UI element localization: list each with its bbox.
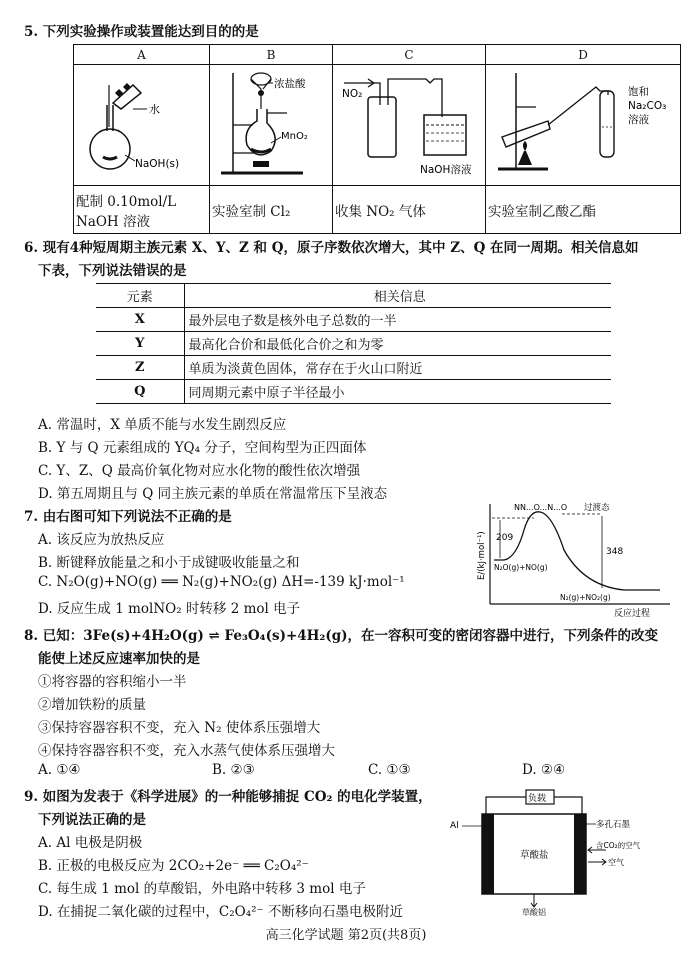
q8-choice-d: D. ②④ [522,762,566,778]
q9-option-d: D. 在捕捉二氧化碳的过程中，C₂O₄²⁻ 不断移向石墨电极附近 [38,904,403,920]
label-na2co3: Na₂CO₃ [628,100,667,112]
energy-drop-label: 348 [606,547,624,557]
electrolyte-label: 草酸盐 [520,850,549,861]
product-label: N₂(g)+NO₂(g) [560,593,611,602]
label-water: 水 [148,103,160,116]
q6-option-a: A. 常温时，X 单质不能与水发生剧烈反应 [38,417,287,433]
q8-stem-line1: 8. 已知：3Fe(s)+4H₂O(g) ⇌ Fe₃O₄(s)+4H₂(g)，在一容积可变的密闭容器中进行，下列条件的改变 [24,628,659,644]
q8-choice-c: C. ①③ [368,762,411,778]
page-footer: 高三化学试题 第2页(共8页) [265,928,427,943]
label-naoh-solution: NaOH溶液 [419,164,471,176]
q9-option-c: C. 每生成 1 mol 的草酸铝，外电路中转移 3 mol 电子 [38,881,366,897]
q6-stem-line2: 下表，下列说法错误的是 [38,263,187,279]
table-row: Y 最高化合价和最低化合价之和为零 [96,332,611,356]
label-mno2: MnO₂ [280,131,308,142]
table-row: Q 同周期元素中原子半径最小 [96,380,611,404]
x-axis-label: 反应过程 [614,609,651,619]
table-row: X 最外层电子数是核外电子总数的一半 [96,308,611,332]
table-row: Z 单质为淡黄色固体，常存在于火山口附近 [96,356,611,380]
q9-stem-line2: 下列说法正确的是 [38,812,146,828]
q8-item-1: ①将容器的容积缩小一半 [38,674,187,690]
col-c-header: C [333,45,486,65]
q9-option-b: B. 正极的电极反应为 2CO₂+2e⁻ ══ C₂O₄²⁻ [38,858,309,874]
q5-apparatus-table [73,44,681,234]
reactant-label: N₂O(g)+NO(g) [494,563,548,572]
apparatus-a-cell [74,65,210,186]
table-header-info: 相关信息 [184,284,611,308]
co2-air-label: 含CO₂的空气 [596,841,641,850]
q7-option-b: B. 断键释放能量之和小于成键吸收能量之和 [38,555,300,571]
load-label: 负载 [528,794,547,804]
q8-item-4: ④保持容器容积不变，充入水蒸气使体系压强增大 [38,743,335,759]
caption-c: 收集 NO₂ 气体 [333,186,486,234]
col-d-header: D [486,45,681,65]
label-no2: NO₂ [341,88,362,100]
label-saturated: 饱和 [628,86,649,98]
q9-stem-line1: 9. 如图为发表于《科学进展》的一种能够捕捉 CO₂ 的电化学装置， [24,789,432,805]
ester-preparation-figure [488,65,678,181]
label-conc-hcl: 浓盐酸 [273,78,305,90]
q8-item-2: ②增加铁粉的质量 [38,697,146,713]
q6-option-c: C. Y、Z、Q 最高价氧化物对应水化物的酸性依次增强 [38,463,361,479]
q6-option-b: B. Y 与 Q 元素组成的 YQ₄ 分子，空间构型为正四面体 [38,440,367,456]
caption-a: 配制 0.10mol/L NaOH 溶液 [74,186,210,234]
label-solution: 溶液 [628,114,649,126]
activation-energy-label: 209 [496,533,514,543]
q7-option-a: A. 该反应为放热反应 [38,532,165,548]
electrochemical-cell-figure [446,784,686,916]
transition-state-structure: NN...O...N...O [514,503,568,512]
label-naoh-solid: NaOH(s) [134,158,179,170]
q8-choice-b: B. ②③ [212,762,255,778]
transition-state-label: 过渡态 [584,503,610,513]
q6-stem-line1: 6. 现有4种短周期主族元素 X、Y、Z 和 Q，原子序数依次增大，其中 Z、Q 在同一周期。相关信息如 [24,240,639,256]
aluminum-oxalate-label: 草酸铝 [522,908,546,916]
q7-option-c: C. N₂O(g)+NO(g) ══ N₂(g)+NO₂(g) ΔH=-139 kJ·mol⁻¹ [38,574,405,590]
graphite-label: 多孔石墨 [596,820,631,830]
q8-stem-line2: 能使上述反应速率加快的是 [38,651,200,667]
q5-stem: 5. 下列实验操作或装置能达到目的的是 [24,24,259,40]
q7-stem: 7. 由右图可知下列说法不正确的是 [24,509,232,525]
q6-option-d: D. 第五周期且与 Q 同主族元素的单质在常温常压下呈液态 [38,486,388,502]
q7-option-d: D. 反应生成 1 molNO₂ 时转移 2 mol 电子 [38,601,301,617]
q8-item-3: ③保持容器容积不变，充入 N₂ 使体系压强增大 [38,720,321,736]
y-axis-label: E/(kJ·mol⁻¹) [477,531,487,580]
apparatus-c-cell [333,65,486,186]
apparatus-b-cell [210,65,333,186]
gas-collection-figure [334,65,485,181]
col-a-header: A [74,45,210,65]
air-out-label: 空气 [608,858,624,867]
apparatus-d-cell [486,65,681,186]
caption-d: 实验室制乙酸乙酯 [486,186,681,234]
al-electrode-label: Al [450,821,459,831]
caption-b: 实验室制 Cl₂ [210,186,333,234]
q6-element-table [96,283,611,404]
table-header-element: 元素 [96,284,184,308]
col-b-header: B [210,45,333,65]
q8-choice-a: A. ①④ [38,762,81,778]
q9-option-a: A. Al 电极是阴极 [38,835,143,851]
energy-profile-figure [474,500,674,620]
volumetric-flask-figure [75,65,209,181]
chlorine-generator-figure [211,65,332,181]
